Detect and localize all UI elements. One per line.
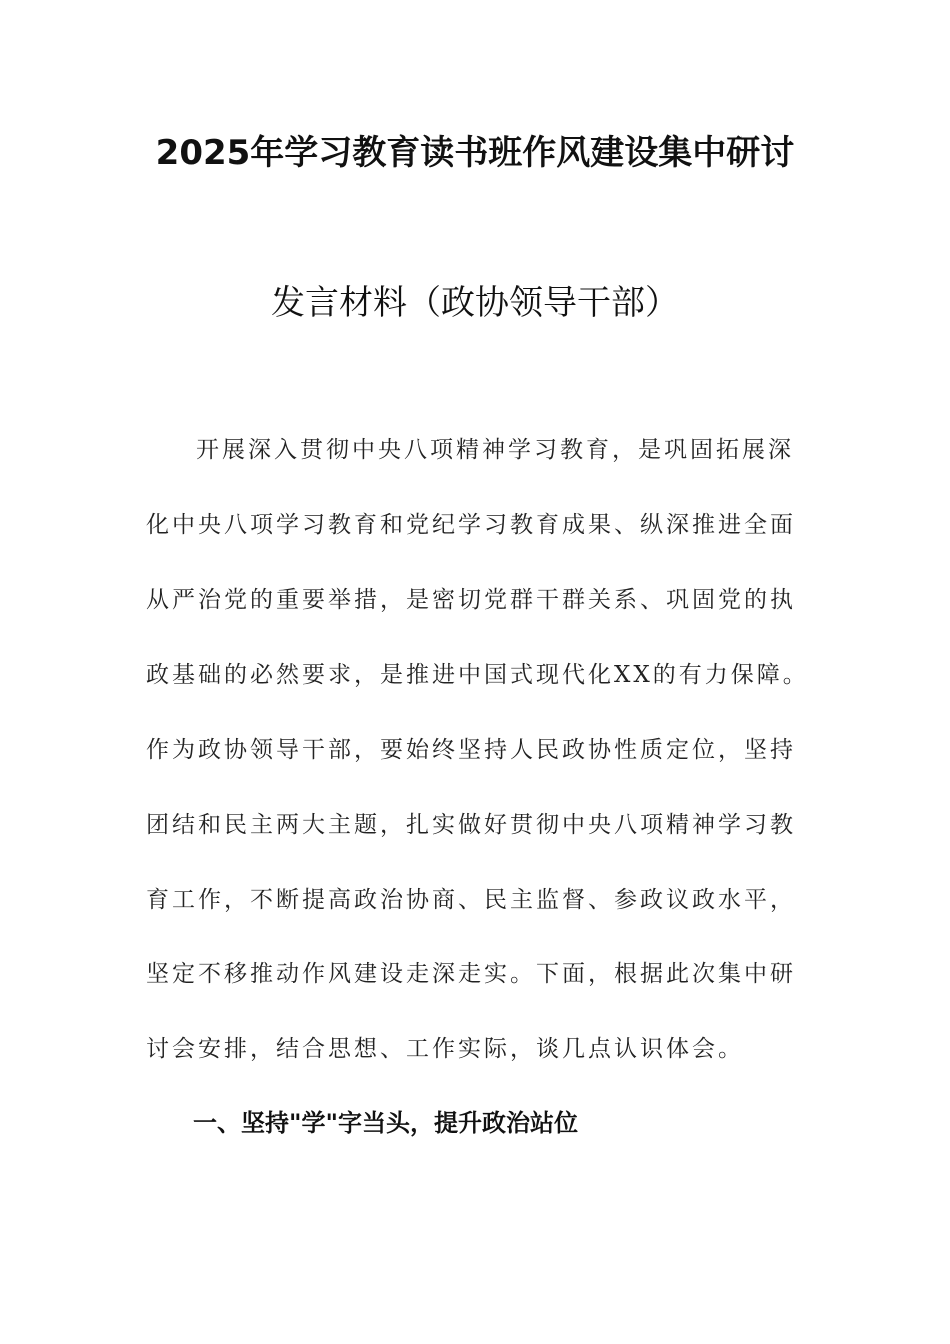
paragraph-line: 从严治党的重要举措，是密切党群干群关系、巩固党的执 — [146, 587, 796, 613]
document-title-line-2: 发言材料（政协领导干部） — [271, 283, 679, 323]
paragraph-line: 化中央八项学习教育和党纪学习教育成果、纵深推进全面 — [146, 512, 796, 538]
paragraph-line: 开展深入贯彻中央八项精神学习教育，是巩固拓展深 — [196, 437, 794, 463]
paragraph-line: 政基础的必然要求，是推进中国式现代化XX的有力保障。 — [146, 662, 809, 688]
paragraph-line: 作为政协领导干部，要始终坚持人民政协性质定位，坚持 — [146, 737, 796, 763]
paragraph-line: 育工作，不断提高政治协商、民主监督、参政议政水平， — [146, 887, 796, 913]
section-heading: 一、坚持"学"字当头，提升政治站位 — [193, 1109, 579, 1137]
document-title-line-1: 2025年学习教育读书班作风建设集中研讨 — [155, 133, 795, 173]
paragraph-line: 团结和民主两大主题，扎实做好贯彻中央八项精神学习教 — [146, 812, 796, 838]
paragraph-line: 讨会安排，结合思想、工作实际，谈几点认识体会。 — [146, 1036, 744, 1062]
paragraph-line: 坚定不移推动作风建设走深走实。下面，根据此次集中研 — [146, 961, 796, 987]
